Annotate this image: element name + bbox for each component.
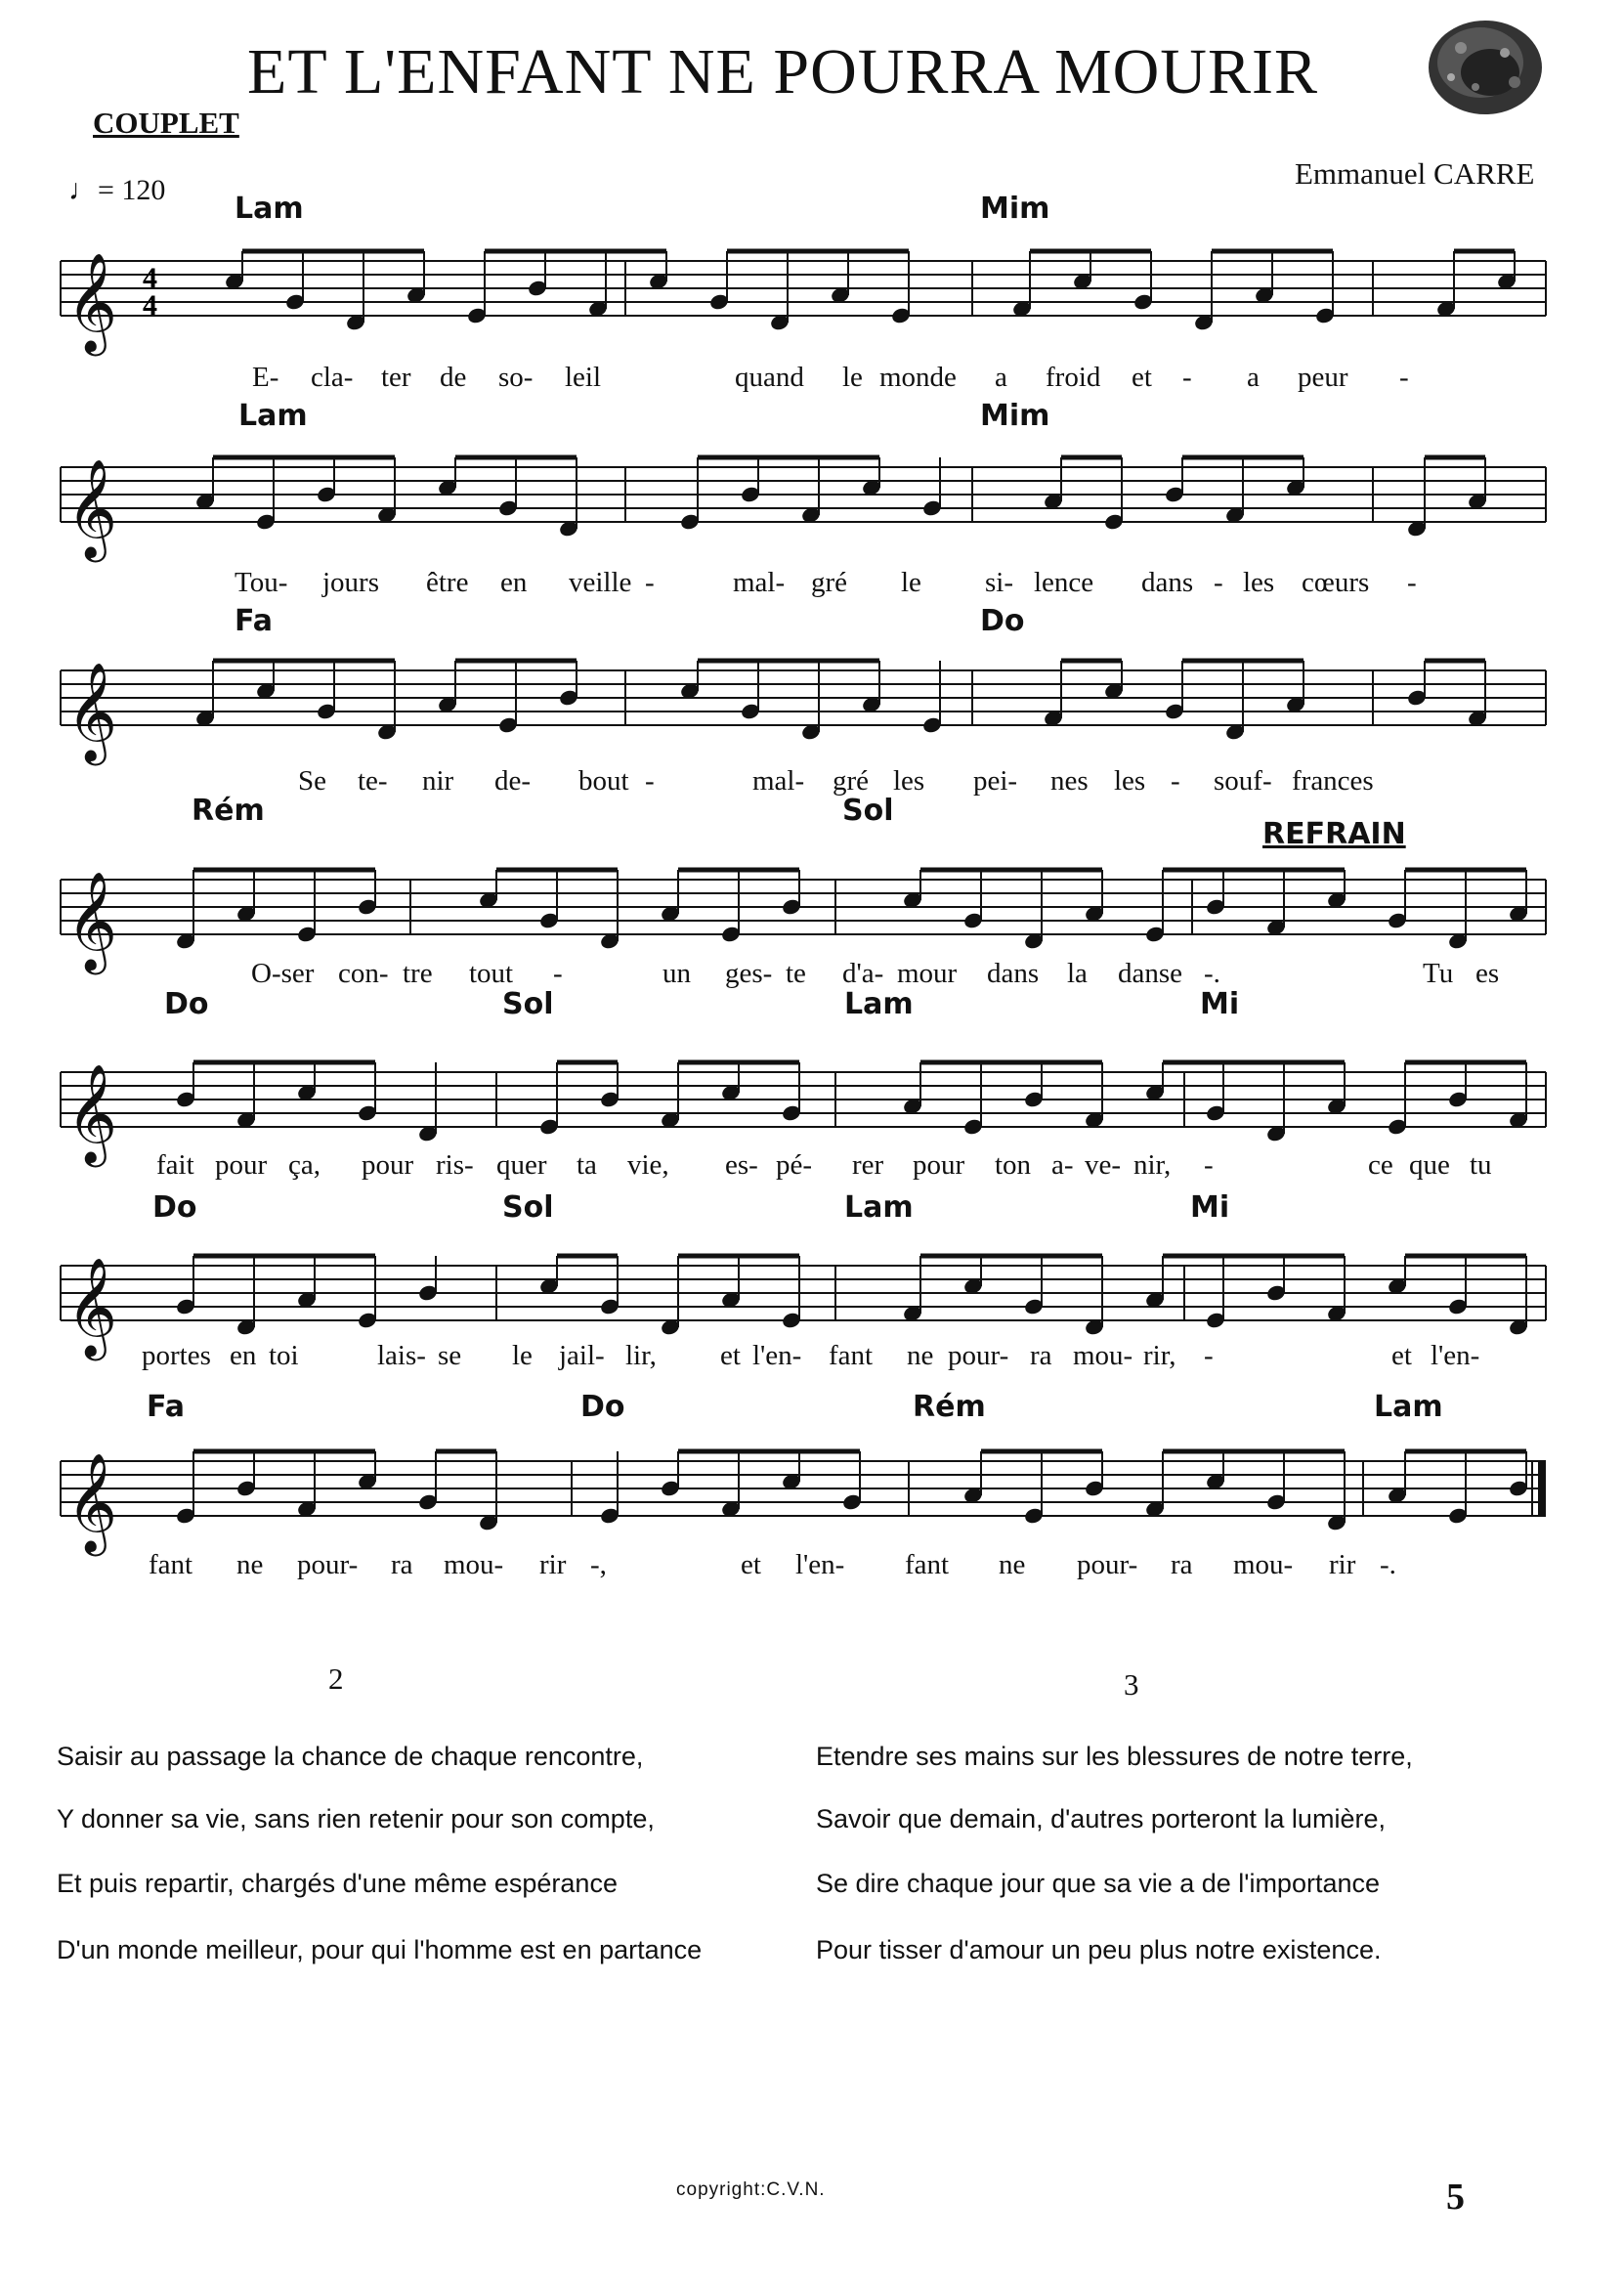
lyric-syllable: -. [1204, 958, 1220, 989]
lyric-syllable: de- [494, 765, 532, 797]
lyric-syllable: frances [1292, 765, 1374, 797]
lyric-syllable: être [426, 567, 469, 598]
lyric-syllable: - [645, 567, 655, 598]
lyric-syllable: - [1407, 567, 1417, 598]
lyric-syllable: et [741, 1549, 761, 1580]
lyric-syllable: pei- [973, 765, 1018, 797]
lyric-syllable: d'a- [842, 958, 884, 989]
verse-line: Savoir que demain, d'autres porteront la lumière, [816, 1804, 1386, 1833]
lyric-syllable: froid [1046, 362, 1101, 393]
chord-symbol: Sol [502, 987, 554, 1021]
lyric-syllable: fant [149, 1549, 193, 1580]
lyric-syllable: ve- [1085, 1149, 1122, 1181]
verse-line: Pour tisser d'amour un peu plus notre existence. [816, 1935, 1382, 1964]
lyric-syllable: rir [1329, 1549, 1356, 1580]
treble-clef-icon: 𝄞 [66, 1256, 118, 1357]
lyric-syllable: tu [1470, 1149, 1492, 1181]
lyric-syllable: - [1399, 362, 1409, 393]
lyric-syllable: tre [403, 958, 433, 989]
lyric-syllable: jail- [559, 1340, 605, 1371]
lyric-syllable: ça, [288, 1149, 321, 1181]
lyric-syllable: - [1171, 765, 1180, 797]
lyric-syllable: nir [422, 765, 454, 797]
lyric-syllable: fant [829, 1340, 874, 1371]
chord-symbol: Mi [1200, 987, 1240, 1021]
lyric-syllable: pour [215, 1149, 268, 1181]
lyric-syllable: -, [590, 1549, 607, 1580]
lyric-syllable: les [1243, 567, 1275, 598]
lyric-syllable: a [995, 362, 1007, 393]
lyric-syllable: ce [1368, 1149, 1393, 1181]
treble-clef-icon: 𝄞 [66, 870, 118, 970]
lyric-syllable: nes [1050, 765, 1089, 797]
lyric-syllable: le [901, 567, 921, 598]
section-label-couplet: COUPLET [93, 106, 239, 140]
composer-name: Emmanuel CARRE [1295, 156, 1535, 191]
lyric-syllable: ris- [436, 1149, 474, 1181]
song-title: ET L'ENFANT NE POURRA MOURIR [247, 36, 1318, 108]
lyric-syllable: les [1114, 765, 1146, 797]
lyric-syllable: so- [498, 362, 534, 393]
lyric-syllable: es [1475, 958, 1500, 989]
chord-symbol: Fa [235, 604, 273, 638]
lyric-syllable: - [553, 958, 563, 989]
lyric-syllable: ges- [725, 958, 773, 989]
lyric-syllable: ne [999, 1549, 1026, 1580]
lyric-syllable: monde [879, 362, 957, 393]
chord-symbol: Do [580, 1390, 625, 1424]
lyric-syllable: le [842, 362, 863, 393]
verse-line: Se dire chaque jour que sa vie a de l'importance [816, 1869, 1381, 1898]
lyric-syllable: a- [1051, 1149, 1074, 1181]
quarter-note-icon: ♩ [68, 174, 98, 206]
lyric-syllable: dans [1141, 567, 1194, 598]
lyric-syllable: souf- [1214, 765, 1272, 797]
chord-symbol: Rém [192, 794, 265, 828]
chord-symbol: Do [980, 604, 1025, 638]
lyric-syllable: - [1204, 1149, 1214, 1181]
chord-symbol: Mim [980, 192, 1050, 226]
lyric-syllable: lais- [377, 1340, 426, 1371]
lyric-syllable: ra [1171, 1549, 1193, 1580]
lyric-syllable: cœurs [1302, 567, 1370, 598]
lyric-syllable: que [1409, 1149, 1450, 1181]
lyric-syllable: mou- [1233, 1549, 1294, 1580]
lyric-syllable: pour- [1077, 1549, 1138, 1580]
lyric-syllable: rer [852, 1149, 884, 1181]
treble-clef-icon: 𝄞 [66, 1062, 118, 1163]
verse-line: D'un monde meilleur, pour qui l'homme est en partance [57, 1935, 703, 1964]
chord-symbol: Rém [913, 1390, 986, 1424]
lyric-syllable: en [230, 1340, 257, 1371]
chord-symbol: Mi [1190, 1190, 1230, 1225]
chord-symbol: Lam [844, 1190, 914, 1225]
verse-line: Et puis repartir, chargés d'une même espérance [57, 1869, 618, 1898]
lyric-syllable: con- [338, 958, 389, 989]
lyric-syllable: le [512, 1340, 533, 1371]
lyric-syllable: pour [362, 1149, 414, 1181]
lyric-syllable: pour- [948, 1340, 1009, 1371]
verse-line: Y donner sa vie, sans rien retenir pour son compte, [57, 1804, 655, 1833]
lyric-syllable: lir, [625, 1340, 657, 1371]
lyric-syllable: et [720, 1340, 741, 1371]
treble-clef-icon: 𝄞 [66, 1451, 118, 1552]
chord-symbol: Sol [842, 794, 894, 828]
lyric-syllable: - [1214, 567, 1223, 598]
lyric-syllable: leil [565, 362, 602, 393]
lyric-syllable: en [500, 567, 528, 598]
lyric-syllable: rir [539, 1549, 567, 1580]
verse-number: 2 [328, 1661, 344, 1696]
lyric-syllable: mou- [1073, 1340, 1133, 1371]
lyric-syllable: Se [298, 765, 326, 797]
lyric-syllable: mou- [444, 1549, 504, 1580]
lyric-syllable: gré [833, 765, 870, 797]
lyric-syllable: pour- [297, 1549, 359, 1580]
verse-number: 3 [1124, 1667, 1139, 1702]
lyric-syllable: ton [995, 1149, 1032, 1181]
lyric-syllable: danse [1118, 958, 1183, 989]
lyric-syllable: a [1247, 362, 1260, 393]
lyric-syllable: te- [358, 765, 388, 797]
lyric-syllable: bout [578, 765, 629, 797]
lyric-syllable: tout [469, 958, 514, 989]
copyright-notice: copyright:C.V.N. [676, 2179, 826, 2200]
time-signature-numerator: 4 [143, 262, 157, 294]
lyric-syllable: dans [987, 958, 1040, 989]
lyric-syllable: jours [322, 567, 379, 598]
lyric-syllable: Tu [1423, 958, 1454, 989]
chord-symbol: Lam [238, 399, 308, 433]
time-signature-denominator: 4 [143, 289, 157, 322]
chord-symbol: Lam [844, 987, 914, 1021]
lyric-syllable: de [440, 362, 467, 393]
lyric-syllable: pé- [776, 1149, 813, 1181]
lyric-syllable: la [1067, 958, 1088, 989]
lyric-syllable: rir, [1143, 1340, 1176, 1371]
lyric-syllable: mal- [733, 567, 786, 598]
lyric-syllable: ne [236, 1549, 264, 1580]
lyric-syllable: gré [811, 567, 848, 598]
lyric-syllable: - [1182, 362, 1192, 393]
lyric-syllable: fait [156, 1149, 194, 1181]
final-bar-line [1538, 1461, 1546, 1516]
lyric-syllable: Tou- [235, 567, 288, 598]
lyric-syllable: E- [252, 362, 279, 393]
lyric-syllable: l'en- [752, 1340, 802, 1371]
lyric-syllable: peur [1298, 362, 1348, 393]
lyric-syllable: mal- [752, 765, 805, 797]
lyric-syllable: - [645, 765, 655, 797]
lyric-syllable: et [1132, 362, 1152, 393]
lyric-syllable: - [1204, 1340, 1214, 1371]
lyric-syllable: -. [1380, 1549, 1396, 1580]
lyric-syllable: portes [142, 1340, 211, 1371]
lyric-syllable: l'en- [795, 1549, 845, 1580]
tempo-marking: ♩= 120 [68, 174, 166, 206]
lyric-syllable: vie, [627, 1149, 669, 1181]
lyric-syllable: pour [913, 1149, 965, 1181]
treble-clef-icon: 𝄞 [66, 457, 118, 558]
treble-clef-icon: 𝄞 [66, 661, 118, 761]
lyric-syllable: un [662, 958, 691, 989]
lyric-syllable: ra [1030, 1340, 1052, 1371]
lyric-syllable: mour [897, 958, 958, 989]
section-label-refrain: REFRAIN [1262, 817, 1406, 851]
chord-symbol: Do [152, 1190, 197, 1225]
lyric-syllable: quer [496, 1149, 547, 1181]
lyric-syllable: nir, [1133, 1149, 1172, 1181]
lyric-syllable: quand [735, 362, 804, 393]
chord-symbol: Lam [1374, 1390, 1443, 1424]
lyric-syllable: veille [569, 567, 632, 598]
verse-line: Etendre ses mains sur les blessures de notre terre, [816, 1742, 1413, 1771]
chord-symbol: Do [164, 987, 209, 1021]
page-number: 5 [1446, 2177, 1465, 2218]
lyric-syllable: les [893, 765, 925, 797]
chord-symbol: Sol [502, 1190, 554, 1225]
chord-symbol: Mim [980, 399, 1050, 433]
chord-symbol: Fa [147, 1390, 185, 1424]
lyric-syllable: ra [391, 1549, 413, 1580]
lyric-syllable: toi [269, 1340, 299, 1371]
lyric-syllable: O-ser [251, 958, 315, 989]
lyric-syllable: ne [907, 1340, 934, 1371]
lyric-syllable: cla- [311, 362, 354, 393]
lyric-syllable: l'en- [1431, 1340, 1480, 1371]
chord-symbol: Lam [235, 192, 304, 226]
lyric-syllable: et [1391, 1340, 1412, 1371]
treble-clef-icon: 𝄞 [66, 251, 118, 352]
lyric-syllable: lence [1034, 567, 1094, 598]
lyric-syllable: fant [905, 1549, 950, 1580]
lyric-syllable: se [438, 1340, 462, 1371]
lyric-syllable: ta [577, 1149, 597, 1181]
verse-line: Saisir au passage la chance de chaque rencontre, [57, 1742, 644, 1771]
lyric-syllable: si- [985, 567, 1013, 598]
lyric-syllable: ter [381, 362, 411, 393]
lyric-syllable: es- [725, 1149, 758, 1181]
lyric-syllable: te [786, 958, 806, 989]
